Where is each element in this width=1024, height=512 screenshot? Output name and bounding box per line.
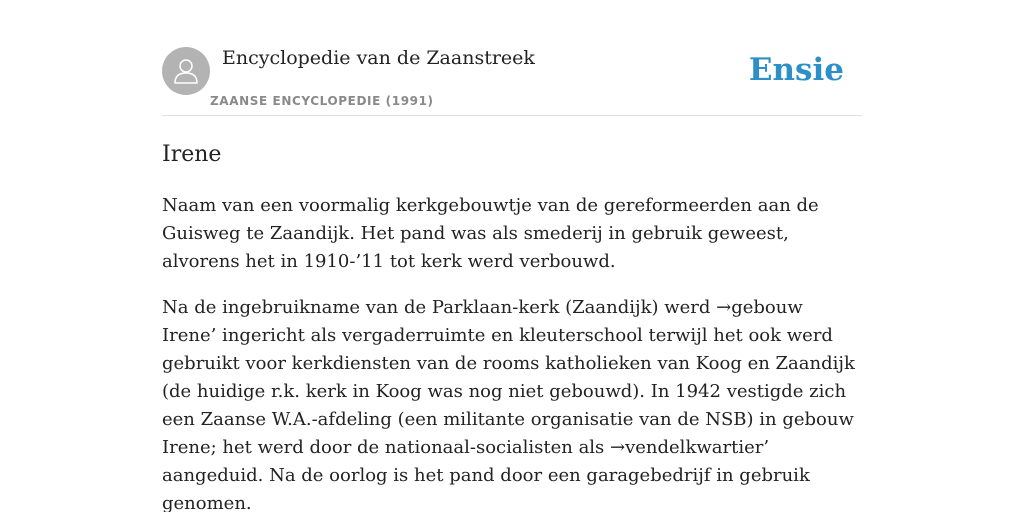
source-avatar[interactable] [162, 47, 210, 95]
source-title[interactable]: Encyclopedie van de Zaanstreek [222, 47, 535, 69]
article-paragraph: Na de ingebruikname van de Parklaan-kerk (Zaandijk) werd →gebouw Irene’ ingericht als vergaderruimte en kleuterschool terwijl het ook werd gebruikt voor kerkdiensten van de rooms katholieken van Koog en Zaandijk (de huidige r.k. kerk in Koog was nog niet gebouwd). In 1942 vestigde zich een Zaanse W.A.-afdeling (een militante organisatie van de NSB) in gebouw Irene; het werd door de nationaal-socialisten als →vendelkwartier’ aangeduid. Na de oorlog is het pand door een garagebedrijf in gebruik genomen. [162, 297, 855, 512]
article-title: Irene [162, 142, 222, 167]
article-paragraph: Naam van een voormalig kerkgebouwtje van de gereformeerden aan de Guisweg te Zaandijk. Het pand was als smederij in gebruik geweest, alvorens het in 1910-’11 tot kerk werd verbouwd. [162, 195, 819, 272]
source-subtitle[interactable]: ZAANSE ENCYCLOPEDIE (1991) [210, 94, 434, 108]
header-divider [162, 115, 862, 116]
article-body [162, 192, 862, 512]
user-icon [171, 56, 201, 86]
ensie-logo[interactable]: Ensie [748, 52, 844, 88]
